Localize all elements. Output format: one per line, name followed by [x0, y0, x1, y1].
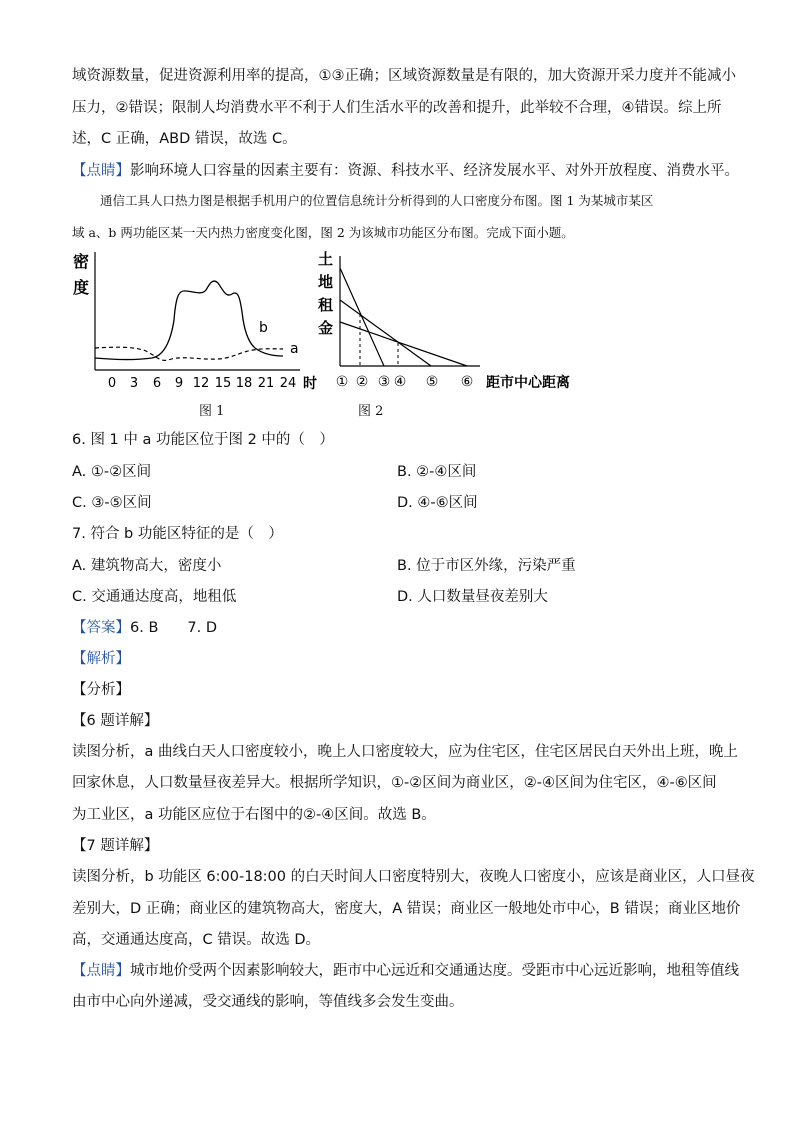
q6-option-c: C. ③-⑤区间 — [72, 495, 152, 511]
fig1-tick: 21 — [257, 376, 275, 391]
intro-line2: 域 a、b 两功能区某一天内热力密度变化图，图 2 为该城市功能区分布图。完成下面小题。 — [72, 225, 574, 240]
tip2-text: 城市地价受两个因素影响较大，距市中心远近和交通通达度。受距市中心远近影响，地租等值线 — [130, 963, 739, 979]
fig2-ylabel-2: 地 — [318, 273, 334, 291]
fig1-label-b: b — [259, 320, 268, 336]
fig1-x-unit: 时 — [303, 376, 317, 392]
fig1-curve-a — [95, 347, 283, 360]
answer-text: 6. B 7. D — [130, 620, 217, 636]
fig1-tick: 24 — [279, 376, 297, 391]
figure-1 — [68, 250, 328, 400]
tip2-line1 — [72, 961, 739, 981]
d7-line3: 高，交通通达度高，C 错误。故选 D。 — [72, 932, 321, 948]
fig1-tick: 9 — [174, 376, 184, 391]
tip1 — [72, 161, 739, 181]
fig2-tick: ⑥ — [460, 374, 474, 390]
fig1-tick: 6 — [152, 376, 162, 391]
fig2-tick: ① — [335, 374, 349, 390]
fig2-caption: 图 2 — [358, 404, 384, 419]
fig1-tick: 0 — [107, 376, 117, 391]
answer — [72, 618, 217, 638]
fig1-ylabel-2: 度 — [73, 278, 90, 297]
jiexi-heading: 【解析】 — [72, 651, 130, 667]
q7-stem: 7. 符合 b 功能区特征的是（ ） — [72, 526, 283, 542]
fig1-tick: 12 — [192, 376, 210, 391]
q6-option-b: B. ②-④区间 — [397, 464, 477, 480]
para1-line2: 压力，②错误；限制人均消费水平不利于人们生活水平的改善和提升，此举较不合理，④错误。综上所 — [72, 100, 722, 116]
d6-line2: 回家休息，人口数量昼夜差异大。根据所学知识，①-②区间为商业区，②-④区间为住宅区，④-⑥区间 — [72, 775, 717, 791]
d6-heading: 【6 题详解】 — [72, 713, 159, 729]
fig2-line-residential — [340, 300, 431, 366]
q7-option-c: C. 交通通达度高，地租低 — [72, 589, 237, 605]
fig2-ylabel-1: 土 — [318, 250, 334, 268]
fig2-tick: ③ — [377, 374, 391, 390]
para1-line1: 域资源数量，促进资源利用率的提高，①③正确；区域资源数量是有限的，加大资源开采力度并不能减小 — [72, 68, 736, 84]
q6-stem: 6. 图 1 中 a 功能区位于图 2 中的（ ） — [72, 432, 334, 448]
q7-option-b: B. 位于市区外缘，污染严重 — [397, 558, 576, 574]
q7-option-a: A. 建筑物高大，密度小 — [72, 558, 222, 574]
figure-2 — [312, 248, 592, 398]
tip2-line2: 由市中心向外递减，受交通线的影响，等值线多会发生变曲。 — [72, 994, 464, 1010]
d7-heading: 【7 题详解】 — [72, 838, 159, 854]
fig1-caption: 图 1 — [199, 404, 225, 419]
d7-line2: 差别大，D 正确；商业区的建筑物高大，密度大，A 错误；商业区一般地处市中心，B 错误；商业区地价 — [72, 901, 741, 917]
tip2-tag: 【点睛】 — [72, 963, 130, 979]
d7-line1: 读图分析，b 功能区 6:00-18:00 的白天时间人口密度特别大，夜晚人口密度小，应该是商业区，人口昼夜 — [72, 869, 755, 885]
fig2-line-commercial — [340, 268, 384, 366]
fig1-ylabel-1: 密 — [73, 252, 90, 271]
intro-line1: 通信工具人口热力图是根据手机用户的位置信息统计分析得到的人口密度分布图。图 1 为某城市某区 — [100, 193, 654, 208]
answer-tag: 【答案】 — [72, 620, 130, 636]
fig2-tick: ④ — [393, 374, 407, 390]
fig2-ylabel-3: 租 — [318, 296, 334, 314]
fig1-label-a: a — [290, 341, 299, 357]
tip1-text: 影响环境人口容量的因素主要有：资源、科技水平、经济发展水平、对外开放程度、消费水平。 — [130, 163, 739, 179]
d6-line3: 为工业区，a 功能区应位于右图中的②-④区间。故选 B。 — [72, 807, 436, 823]
fig2-tick: ⑤ — [425, 374, 439, 390]
fig1-tick: 3 — [129, 376, 139, 391]
q6-option-a: A. ①-②区间 — [72, 464, 152, 480]
fig1-tick: 18 — [235, 376, 253, 391]
q7-option-d: D. 人口数量昼夜差别大 — [397, 589, 548, 605]
para1-line3: 述，C 正确，ABD 错误，故选 C。 — [72, 131, 297, 147]
d6-line1: 读图分析，a 曲线白天人口密度较小，晚上人口密度较大，应为住宅区，住宅区居民白天外出上班，晚上 — [72, 744, 738, 760]
fig2-tick: ② — [355, 374, 369, 390]
tip1-tag: 【点睛】 — [72, 163, 130, 179]
fig1-tick: 15 — [214, 376, 232, 391]
fig2-line-industrial — [340, 322, 467, 366]
q6-option-d: D. ④-⑥区间 — [397, 495, 478, 511]
fig2-x-label: 距市中心距离 — [486, 375, 570, 391]
fenxi-heading: 【分析】 — [72, 682, 130, 698]
fig2-ylabel-4: 金 — [318, 319, 334, 337]
